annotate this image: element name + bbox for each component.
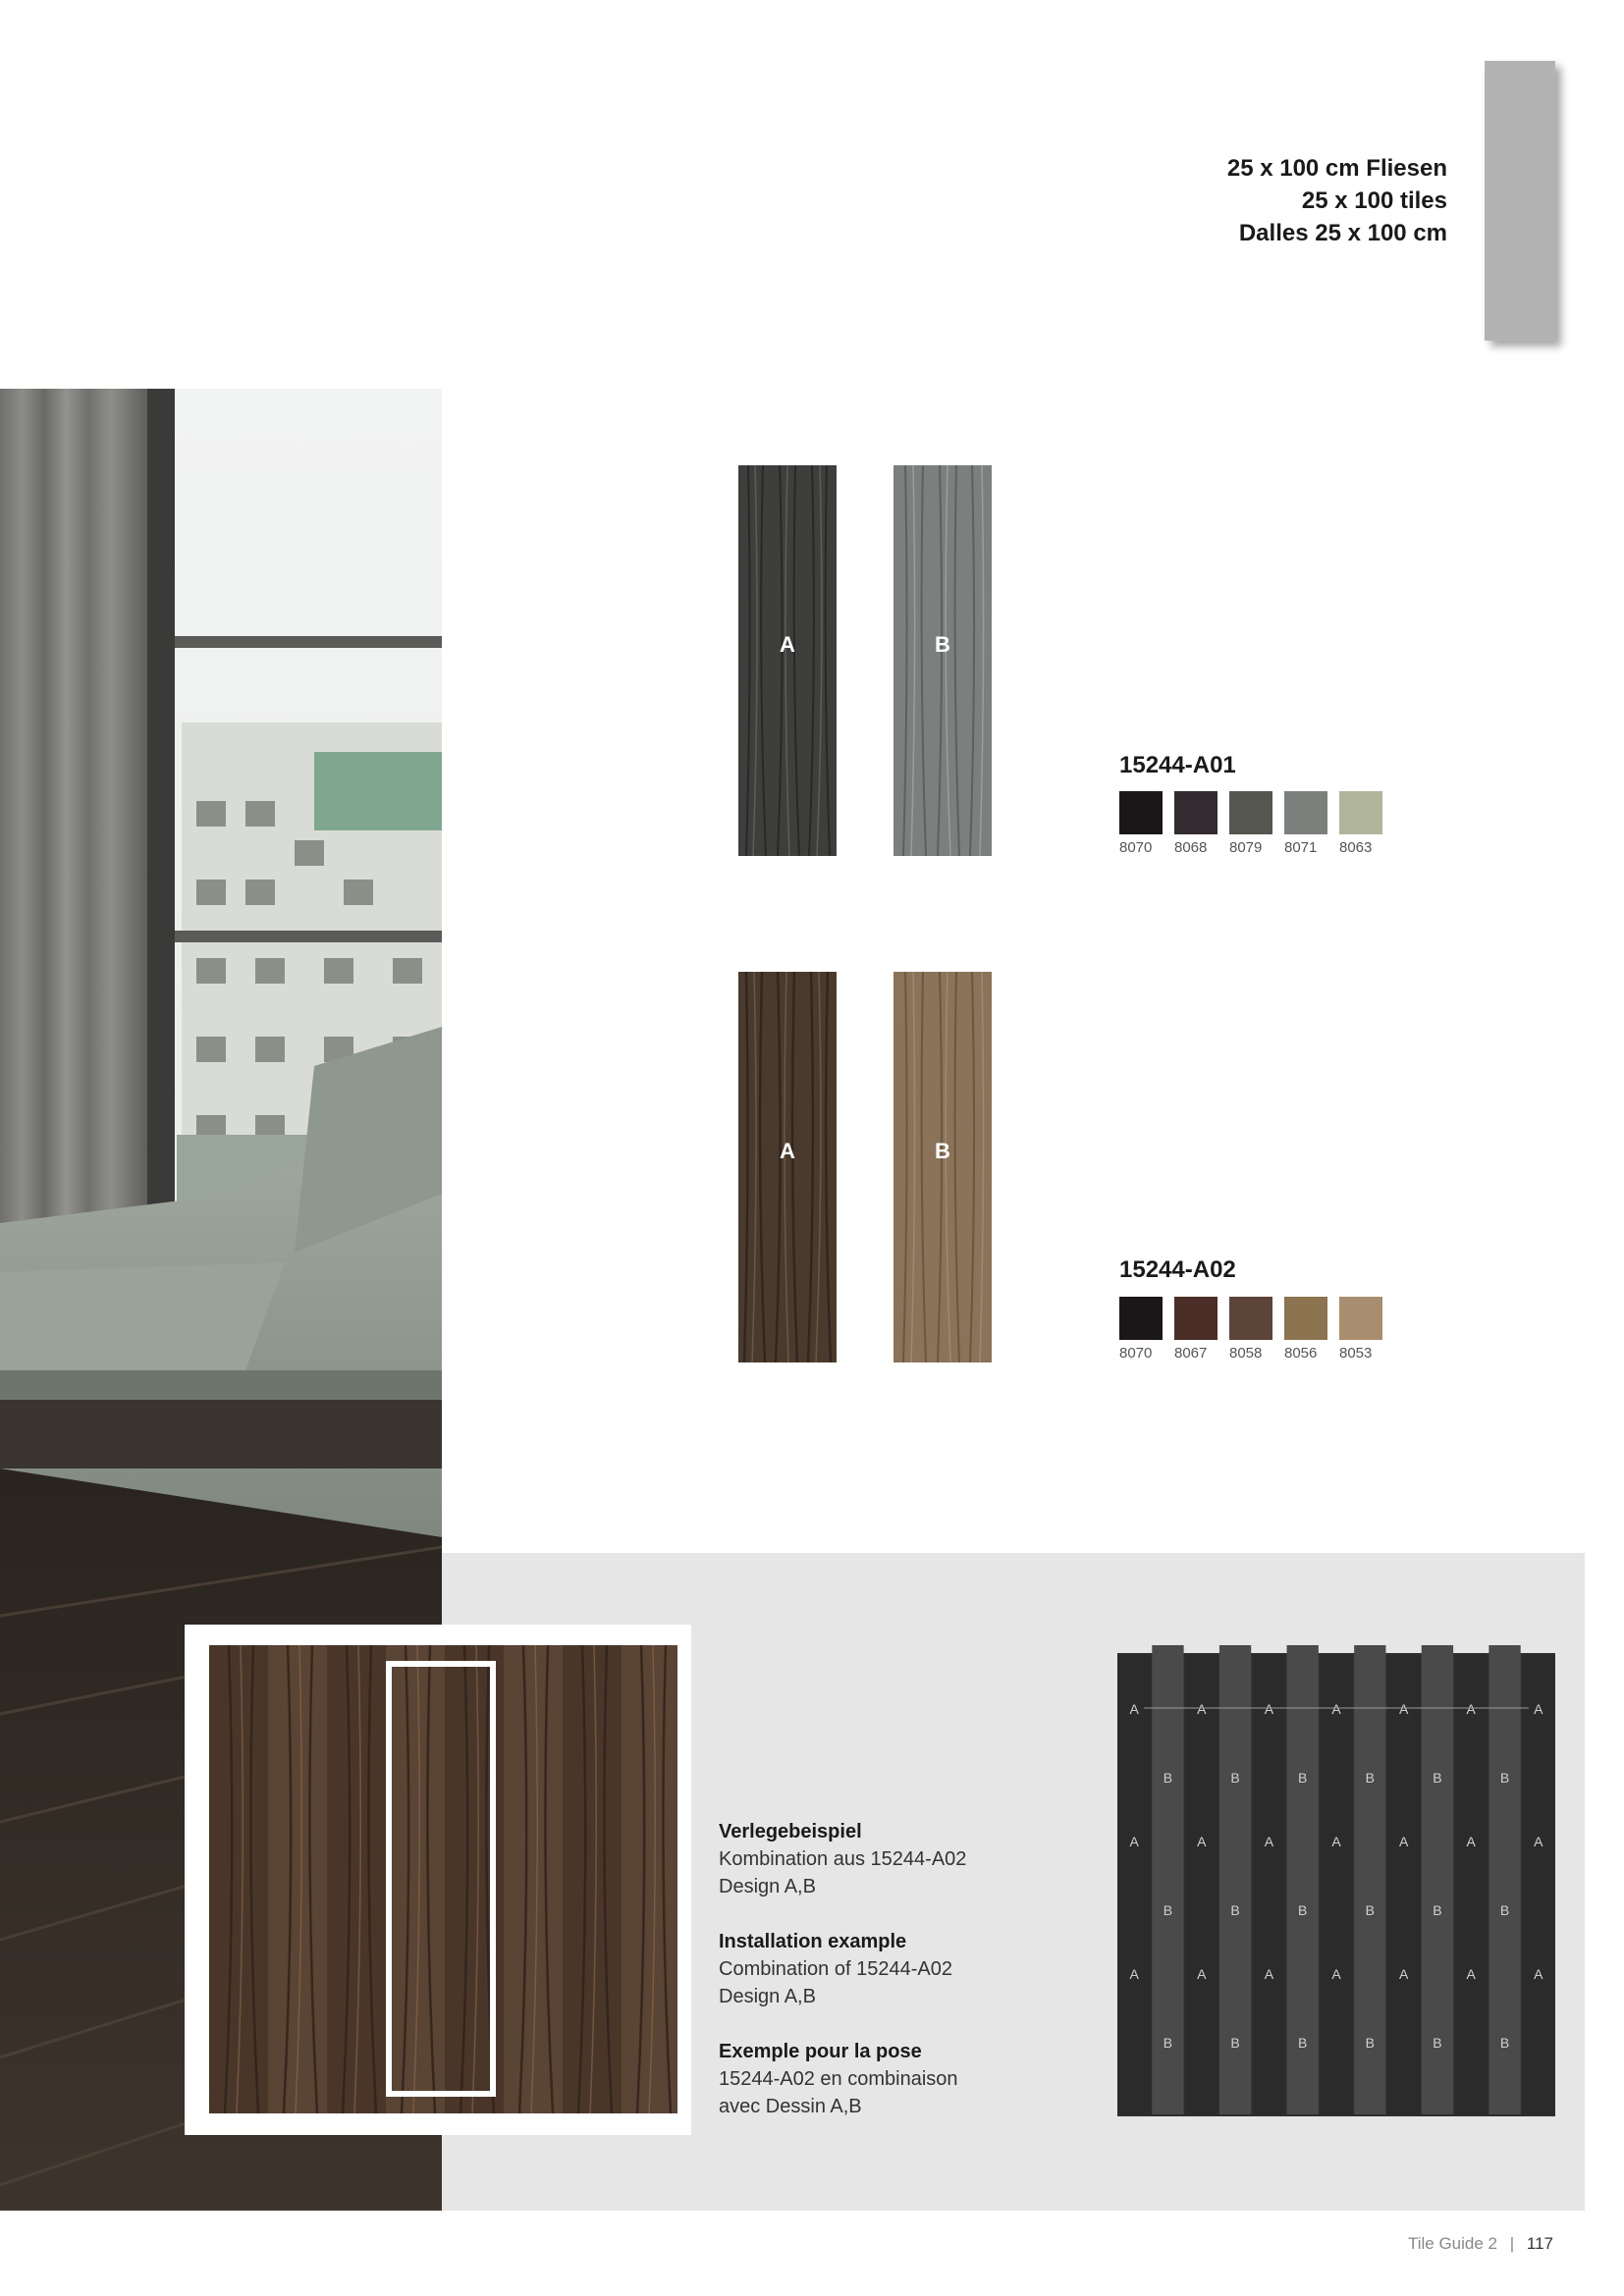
section-tab (1485, 61, 1555, 341)
diagram-column-a (1253, 1655, 1284, 2114)
diagram-label: A (1129, 1701, 1139, 1717)
diagram-label: A (1466, 1701, 1476, 1717)
diagram-label: B (1163, 1770, 1173, 1786)
title-line-fr: Dalles 25 x 100 cm (1238, 220, 1447, 246)
product-code: 15244-A01 (1119, 752, 1236, 778)
diagram-label: A (1331, 1834, 1341, 1849)
text-fr-1: 15244-A02 en combinaison (719, 2068, 958, 2090)
tile-a01-b (893, 465, 992, 856)
installation-description (719, 1818, 1013, 2120)
color-swatch (1339, 1297, 1382, 1340)
text-fr-2: avec Dessin A,B (719, 2096, 862, 2117)
diagram-label: B (1163, 2035, 1173, 2051)
diagram-label: B (1230, 2035, 1240, 2051)
diagram-label: B (1433, 1770, 1442, 1786)
text-en-2: Design A,B (719, 1986, 816, 2007)
swatch-code: 8067 (1174, 1345, 1208, 1362)
diagram-label: A (1129, 1834, 1139, 1849)
diagram-label: A (1331, 1701, 1341, 1717)
diagram-label: B (1499, 1902, 1510, 1918)
diagram-label: B (1298, 1770, 1308, 1786)
diagram-label: A (1534, 1701, 1543, 1717)
diagram-label: B (1365, 1770, 1375, 1786)
diagram-label: B (1298, 1902, 1308, 1918)
color-swatch (1229, 1297, 1272, 1340)
heading-de: Verlegebeispiel (719, 1821, 862, 1842)
tile-label: A (780, 632, 795, 657)
title-line-de: 25 x 100 cm Fliesen (1226, 155, 1447, 182)
tile-outline-frame (386, 1661, 496, 2097)
diagram-label: A (1534, 1834, 1543, 1849)
page-title (1227, 152, 1447, 249)
diagram-label: B (1365, 2035, 1375, 2051)
diagram-label: A (1534, 1966, 1543, 1982)
text-de-1: Kombination aus 15244-A02 (719, 1848, 967, 1870)
diagram-label: A (1466, 1966, 1476, 1982)
swatch-code: 8068 (1174, 839, 1208, 856)
diagram-label: A (1264, 1966, 1274, 1982)
product-code: 15244-A02 (1119, 1256, 1236, 1283)
color-swatch (1174, 791, 1218, 834)
text-en-1: Combination of 15244-A02 (719, 1958, 952, 1980)
diagram-column-a (1387, 1655, 1419, 2114)
swatch-code: 8056 (1284, 1345, 1318, 1362)
tile-label: B (935, 1139, 950, 1163)
diagram-column-a (1118, 1655, 1150, 2114)
footer-guide: Tile Guide 2 (1407, 2234, 1497, 2253)
diagram-label: B (1499, 1770, 1510, 1786)
swatch-code: 8070 (1119, 1345, 1153, 1362)
diagram-label: A (1398, 1701, 1409, 1717)
heading-en: Installation example (719, 1931, 907, 1952)
diagram-label: A (1466, 1834, 1476, 1849)
color-swatch (1339, 791, 1382, 834)
footer-separator: | (1509, 2234, 1515, 2253)
color-swatch (1284, 1297, 1327, 1340)
tile-a02-b (893, 972, 992, 1362)
diagram-label: A (1264, 1834, 1274, 1849)
title-line-en: 25 x 100 tiles (1301, 187, 1447, 214)
diagram-label: B (1433, 2035, 1442, 2051)
swatch-code: 8070 (1119, 839, 1153, 856)
diagram-column-a (1455, 1655, 1487, 2114)
layout-diagram (1117, 1645, 1555, 2116)
swatch-code: 8071 (1284, 839, 1318, 856)
color-swatch (1174, 1297, 1218, 1340)
color-swatch (1119, 1297, 1163, 1340)
tile-a01-a (738, 465, 837, 856)
color-swatch (1229, 791, 1272, 834)
diagram-label: A (1197, 1701, 1207, 1717)
swatch-code: 8063 (1339, 839, 1373, 856)
diagram-label: B (1365, 1902, 1375, 1918)
swatch-code: 8079 (1229, 839, 1263, 856)
diagram-label: B (1230, 1902, 1240, 1918)
heading-fr: Exemple pour la pose (719, 2041, 922, 2062)
page-number: 117 (1526, 2234, 1553, 2253)
color-swatch (1284, 791, 1327, 834)
diagram-label: A (1129, 1966, 1139, 1982)
swatch-code: 8053 (1339, 1345, 1373, 1362)
diagram-column-a (1321, 1655, 1352, 2114)
diagram-column-a (1523, 1655, 1554, 2114)
diagram-label: A (1197, 1966, 1207, 1982)
swatch-code: 8058 (1229, 1345, 1263, 1362)
tile-label: A (780, 1139, 795, 1163)
diagram-label: B (1163, 1902, 1173, 1918)
color-swatch (1119, 791, 1163, 834)
tile-label: B (935, 632, 950, 657)
diagram-label: B (1433, 1902, 1442, 1918)
text-de-2: Design A,B (719, 1876, 816, 1897)
diagram-column-a (1186, 1655, 1218, 2114)
diagram-label: B (1298, 2035, 1308, 2051)
diagram-label: A (1398, 1834, 1409, 1849)
diagram-label: B (1230, 1770, 1240, 1786)
tile-a02-a (738, 972, 837, 1362)
diagram-label: A (1331, 1966, 1341, 1982)
diagram-label: A (1264, 1701, 1274, 1717)
page-footer (1408, 2234, 1553, 2254)
diagram-label: A (1398, 1966, 1409, 1982)
diagram-label: B (1499, 2035, 1510, 2051)
diagram-label: A (1197, 1834, 1207, 1849)
